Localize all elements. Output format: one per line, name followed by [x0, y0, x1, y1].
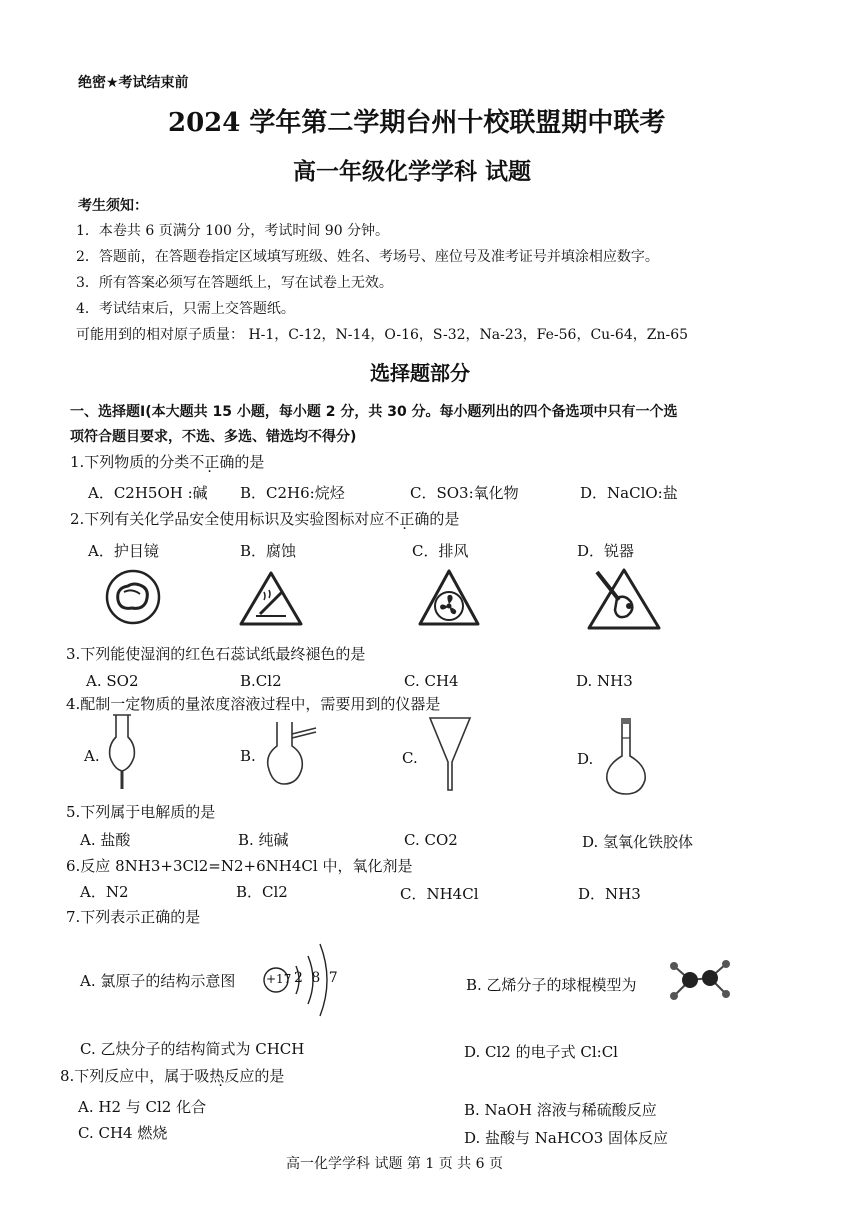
q3-option-a[interactable]: A. SO2	[86, 672, 139, 690]
q6-option-b[interactable]: B．Cl2	[236, 883, 288, 901]
notice-item: 4．考试结束后，只需上交答题纸。	[76, 301, 295, 317]
q6-option-d[interactable]: D．NH3	[578, 885, 641, 903]
q3-option-d[interactable]: D. NH3	[576, 672, 633, 690]
secret-label: 绝密★考试结束前	[78, 75, 189, 91]
exam-subtitle: 高一年级化学学科 试题	[293, 158, 532, 185]
ventilation-icon	[417, 568, 481, 628]
question-2-stem: 2.下列有关化学品安全使用标识及实验图标对应不正确的是	[70, 510, 460, 528]
question-8-stem: 8.下列反应中，属于吸热反应的是	[60, 1067, 285, 1085]
q1-option-b[interactable]: B．C2H6:烷烃	[240, 484, 345, 502]
q8-option-d[interactable]: D. 盐酸与 NaHCO3 固体反应	[464, 1129, 669, 1147]
section-instruction: 项符合题目要求，不选、多选、错选均不得分)	[70, 429, 357, 445]
q7-option-b[interactable]: B. 乙烯分子的球棍模型为	[466, 976, 637, 994]
q2-option-b[interactable]: B．腐蚀	[240, 542, 297, 560]
question-5-stem: 5.下列属于电解质的是	[66, 803, 216, 821]
notice-item: 1．本卷共 6 页满分 100 分，考试时间 90 分钟。	[76, 223, 390, 239]
exam-title: 2024 学年第二学期台州十校联盟期中联考	[168, 108, 666, 138]
question-1-stem: 1.下列物质的分类不正确的是	[70, 453, 265, 471]
question-3-stem: 3.下列能使湿润的红色石蕊试纸最终褪色的是	[66, 645, 366, 663]
q8-option-b[interactable]: B. NaOH 溶液与稀硫酸反应	[464, 1101, 657, 1119]
emphasis: 不正确	[189, 453, 235, 471]
goggles-icon	[104, 568, 162, 626]
q5-option-b[interactable]: B. 纯碱	[238, 831, 289, 849]
distillation-flask-icon	[264, 720, 320, 786]
sharps-icon	[585, 566, 663, 632]
section-title: 选择题部分	[370, 361, 470, 385]
question-7-stem: 7.下列表示正确的是	[66, 908, 201, 926]
dropping-funnel-icon	[106, 713, 138, 791]
page-footer: 高一化学学科 试题 第 1 页 共 6 页	[286, 1156, 503, 1172]
q2-option-c[interactable]: C．排风	[412, 542, 469, 560]
notice-item: 2．答题前，在答题卷指定区域填写班级、姓名、考场号、座位号及准考证号并填涂相应数字。	[76, 249, 659, 265]
volumetric-flask-icon	[601, 716, 651, 796]
q1-option-c[interactable]: C．SO3:氧化物	[410, 484, 519, 502]
corrosion-icon	[238, 570, 304, 628]
q7-option-c[interactable]: C. 乙炔分子的结构简式为 CHCH	[80, 1040, 305, 1058]
q1-option-a[interactable]: A．C2H5OH :碱	[88, 484, 208, 502]
atomic-masses: 可能用到的相对原子质量： H-1，C-12，N-14，O-16，S-32，Na-23，Fe-56，Cu-64，Zn-65	[76, 327, 689, 343]
funnel-icon	[428, 716, 472, 792]
q6-option-a[interactable]: A．N2	[80, 883, 129, 901]
electron-shells-label: 2 8 7	[294, 970, 338, 986]
question-4-stem: 4.配制一定物质的量浓度溶液过程中，需要用到的仪器是	[66, 695, 441, 713]
q8-option-a[interactable]: A. H2 与 Cl2 化合	[78, 1098, 207, 1116]
notice-item: 3．所有答案必须写在答题纸上，写在试卷上无效。	[76, 275, 393, 291]
q4-option-c[interactable]: C.	[402, 749, 418, 767]
notice-heading: 考生须知：	[78, 198, 148, 214]
q5-option-d[interactable]: D. 氢氧化铁胶体	[582, 833, 694, 851]
q7-option-d[interactable]: D. Cl2 的电子式 Cl:Cl	[464, 1043, 618, 1061]
section-instruction: 一、选择题I(本大题共 15 小题，每小题 2 分，共 30 分。每小题列出的四个备选项中只有一个选	[70, 404, 678, 420]
q3-option-b[interactable]: B.Cl2	[240, 672, 282, 690]
emphasis: 不正确	[384, 510, 430, 528]
q8-option-c[interactable]: C. CH4 燃烧	[78, 1124, 168, 1142]
emphasis: 吸热反应	[194, 1067, 255, 1085]
q2-option-a[interactable]: A．护目镜	[88, 542, 159, 560]
q4-option-b[interactable]: B.	[240, 747, 256, 765]
q5-option-c[interactable]: C. CO2	[404, 831, 458, 849]
ethylene-ball-stick-model	[664, 952, 734, 1008]
q5-option-a[interactable]: A. 盐酸	[80, 831, 131, 849]
q3-option-c[interactable]: C. CH4	[404, 672, 459, 690]
question-6-stem: 6.反应 8NH3+3Cl2=N2+6NH4Cl 中，氧化剂是	[66, 857, 413, 875]
q2-option-d[interactable]: D．锐器	[577, 542, 635, 560]
q4-option-d[interactable]: D.	[577, 750, 594, 768]
nucleus-label: +17	[266, 972, 292, 986]
q1-option-d[interactable]: D．NaClO:盐	[580, 484, 678, 502]
q4-option-a[interactable]: A.	[84, 747, 100, 765]
q7-option-a[interactable]: A. 氯原子的结构示意图	[80, 972, 236, 990]
q6-option-c[interactable]: C．NH4Cl	[400, 885, 479, 903]
